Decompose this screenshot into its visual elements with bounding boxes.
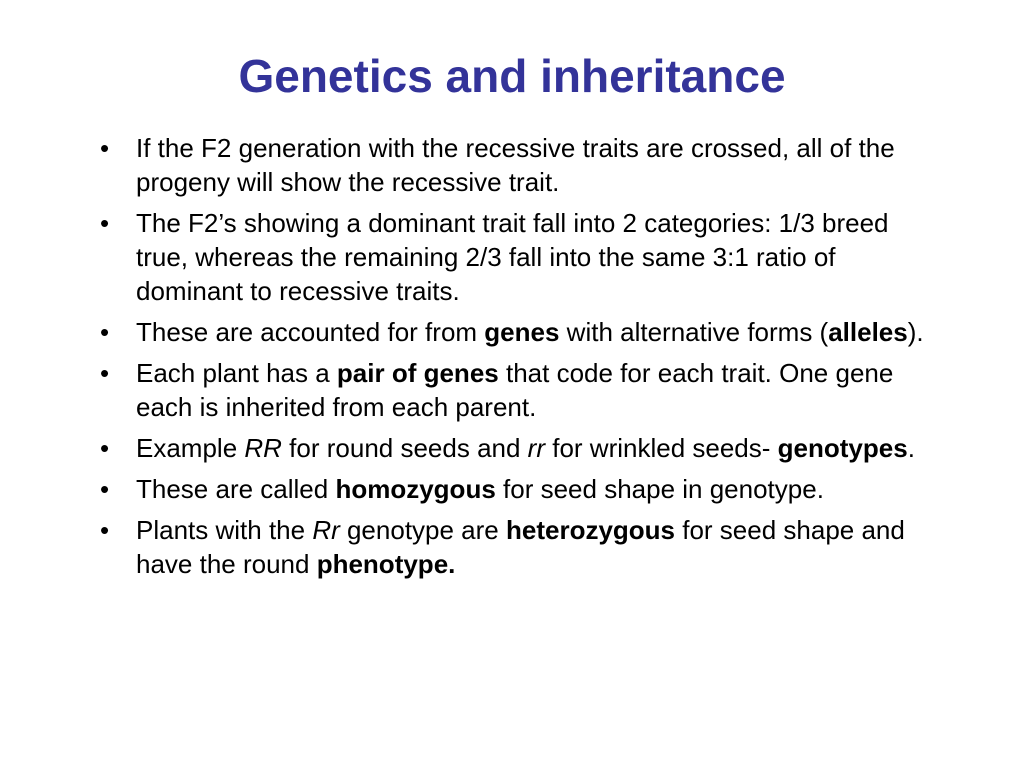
bullet-item — [100, 431, 930, 465]
text-segment: Example — [136, 433, 245, 463]
text-segment: that code for each trait. One gene each is inherited from each parent. — [136, 358, 894, 422]
bullet-text — [136, 515, 905, 579]
term-pair-of-genes: pair of genes — [336, 358, 499, 388]
term-rr-mixed: Rr — [312, 515, 340, 545]
text-segment: If the F2 generation with the recessive traits are crossed, all of the progeny will show the recessive trait. — [136, 133, 895, 197]
term-heterozygous: heterozygous — [505, 515, 676, 545]
text-segment: Plants with the — [136, 515, 313, 545]
text-segment: genotype are — [339, 515, 506, 545]
bullet-list — [100, 131, 930, 588]
text-segment: for round seeds and — [281, 433, 528, 463]
text-segment: for seed shape and have the round — [136, 515, 905, 579]
bullet-text — [136, 433, 915, 463]
bullet-item — [100, 315, 930, 349]
bullet-text — [136, 474, 824, 504]
term-genes: genes — [484, 317, 560, 347]
term-alleles: alleles — [828, 317, 908, 347]
term-phenotype: phenotype. — [316, 549, 456, 579]
bullet-marker: • — [100, 208, 110, 238]
term-genotypes: genotypes — [777, 433, 908, 463]
text-segment: for wrinkled seeds- — [545, 433, 778, 463]
bullet-text — [136, 317, 924, 347]
bullet-text — [136, 208, 889, 306]
text-segment: ). — [907, 317, 924, 347]
term-rr-lower: rr — [527, 433, 545, 463]
bullet-item — [100, 513, 930, 581]
text-segment: for seed shape in genotype. — [495, 474, 824, 504]
bullet-item — [100, 472, 930, 506]
bullet-text — [136, 358, 893, 422]
slide-title: Genetics and inheritance — [238, 50, 786, 102]
text-segment: with alternative forms ( — [559, 317, 829, 347]
bullet-text — [136, 133, 895, 197]
bullet-marker: • — [100, 515, 110, 545]
text-segment: These are accounted for from — [136, 317, 485, 347]
term-homozygous: homozygous — [335, 474, 496, 504]
bullet-marker: • — [100, 317, 110, 347]
bullet-item — [100, 206, 930, 308]
bullet-marker: • — [100, 358, 110, 388]
text-segment: Each plant has a — [136, 358, 337, 388]
text-segment: The F2’s showing a dominant trait fall into 2 categories: 1/3 breed true, whereas the remaining 2/3 fall into the same 3:1 ratio of dominant to recessive traits. — [136, 208, 889, 306]
bullet-marker: • — [100, 133, 110, 163]
bullet-item — [100, 356, 930, 424]
bullet-marker: • — [100, 433, 110, 463]
bullet-item — [100, 131, 930, 199]
term-rr-upper: RR — [244, 433, 282, 463]
bullet-marker: • — [100, 474, 110, 504]
text-segment: . — [907, 433, 915, 463]
text-segment: These are called — [136, 474, 336, 504]
